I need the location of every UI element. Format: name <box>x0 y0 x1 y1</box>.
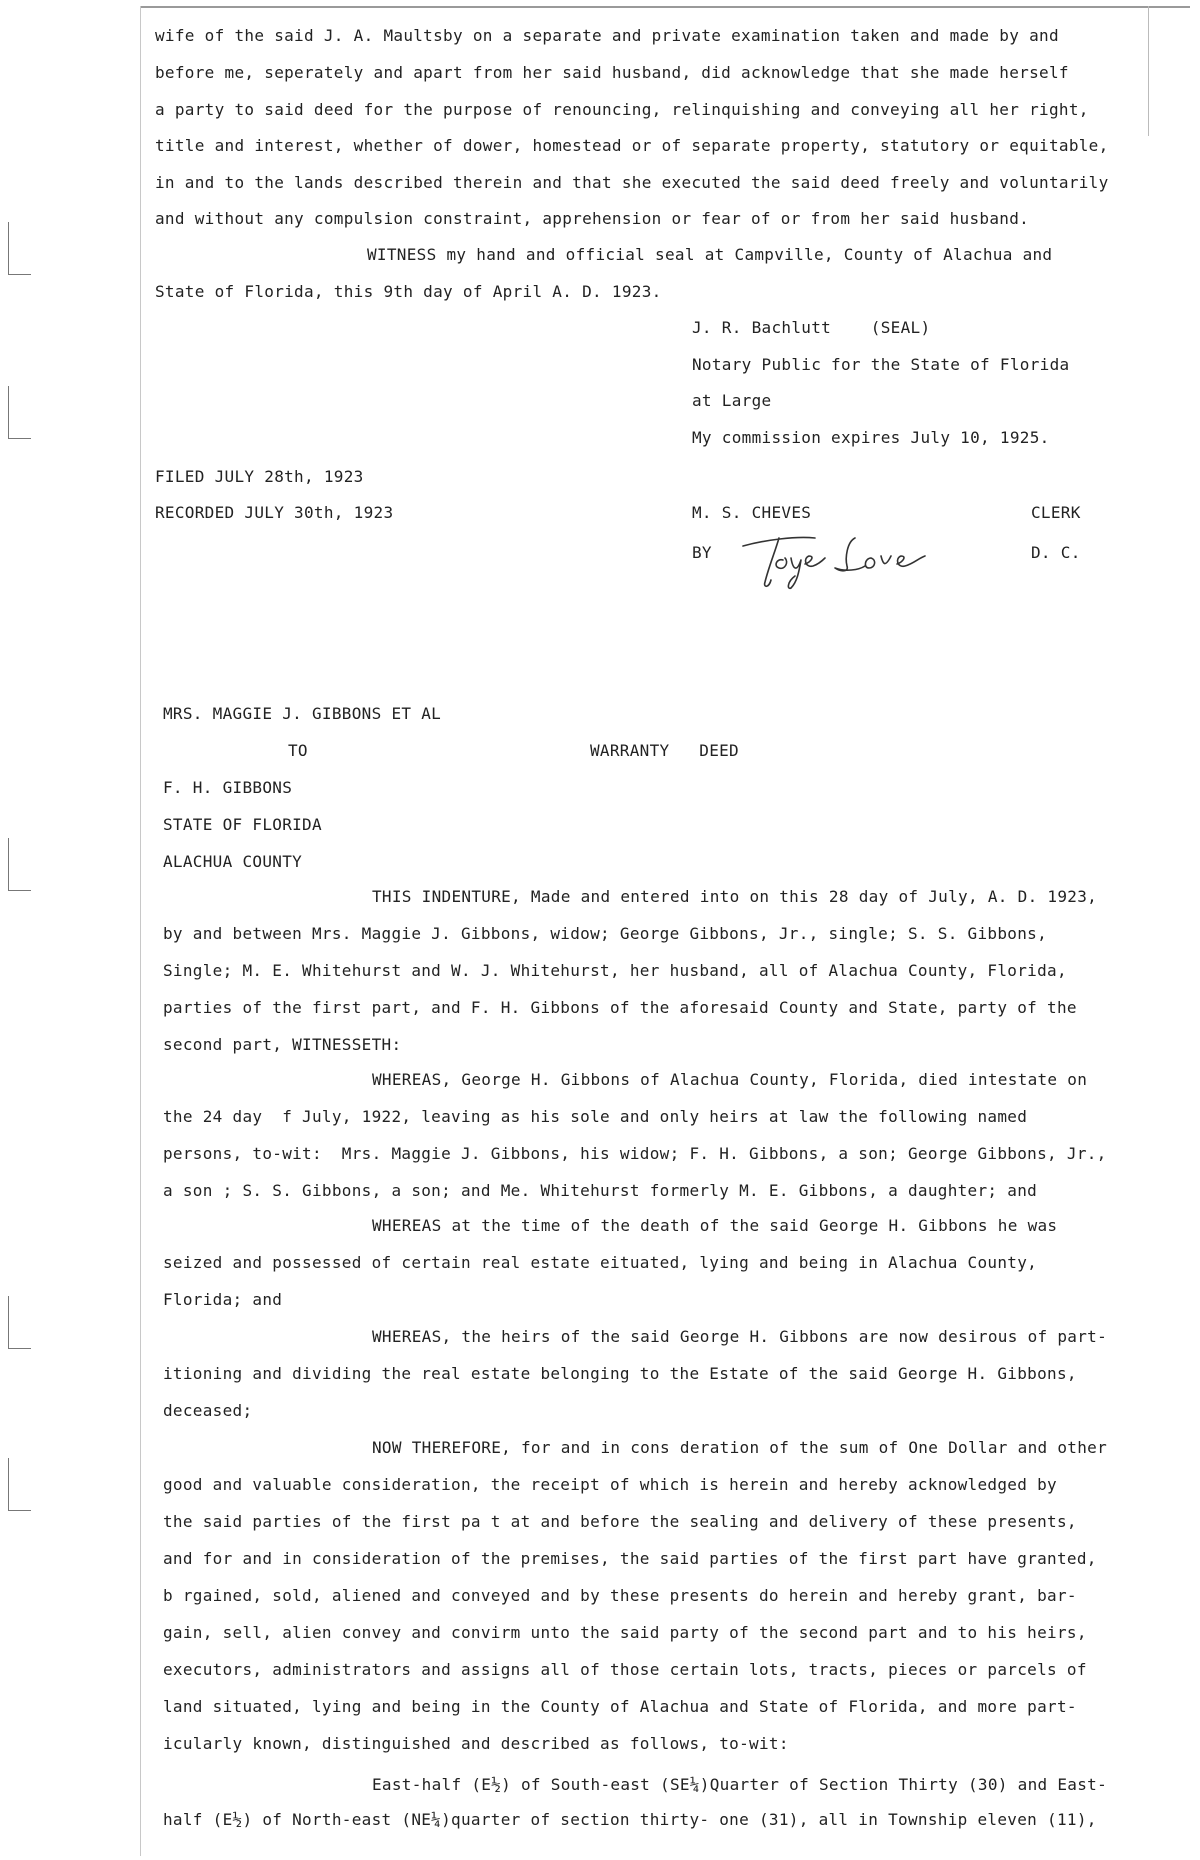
deed-body-line: Single; M. E. Whitehurst and W. J. Whitehurst, her husband, all of Alachua County, Florida, <box>163 961 1067 980</box>
ack-line: before me, seperately and apart from her said husband, did acknowledge that she made herself <box>155 63 1069 82</box>
notary-title: Notary Public for the State of Florida <box>692 355 1070 374</box>
deed-body-line: executors, administrators and assigns all of those certain lots, tracts, pieces or parcels of <box>163 1660 1087 1679</box>
deed-body-line: gain, sell, alien convey and convirm unto the said party of the second part and to his heirs, <box>163 1623 1087 1642</box>
clerk-name: M. S. CHEVES <box>692 503 812 522</box>
deed-body-line: and for and in consideration of the premises, the said parties of the first part have granted, <box>163 1549 1097 1568</box>
county-heading: ALACHUA COUNTY <box>163 852 303 871</box>
notary-commission: My commission expires July 10, 1925. <box>692 428 1050 447</box>
ack-line: title and interest, whether of dower, homestead or of separate property, statutory or equitable, <box>155 136 1109 155</box>
ack-line: wife of the said J. A. Maultsby on a separate and private examination taken and made by and <box>155 26 1059 45</box>
deed-body-line: persons, to-wit: Mrs. Maggie J. Gibbons, his widow; F. H. Gibbons, a son; George Gibbons, Jr., <box>163 1144 1107 1163</box>
deed-body-line: by and between Mrs. Maggie J. Gibbons, widow; George Gibbons, Jr., single; S. S. Gibbons, <box>163 924 1048 943</box>
deed-body-line: NOW THEREFORE, for and in cons deration of the sum of One Dollar and other <box>372 1438 1108 1457</box>
margin-bracket-mark <box>8 1296 31 1349</box>
deed-body-line: the 24 day f July, 1922, leaving as his sole and only heirs at law the following named <box>163 1107 1028 1126</box>
deed-body-line: East-half (E½) of South-east (SE¼)Quarter of Section Thirty (30) and East- <box>372 1775 1108 1794</box>
deed-body-line: the said parties of the first pa t at and before the sealing and delivery of these presents, <box>163 1512 1077 1531</box>
signature-drawing <box>735 522 955 592</box>
deed-body-line: seized and possessed of certain real estate eituated, lying and being in Alachua County, <box>163 1253 1038 1272</box>
ack-line: in and to the lands described therein and that she executed the said deed freely and voluntarily <box>155 173 1109 192</box>
notary-at-large: at Large <box>692 391 772 410</box>
margin-bracket-mark <box>8 222 31 275</box>
by-label: BY <box>692 543 712 562</box>
margin-bracket-mark <box>8 838 31 891</box>
deed-type: WARRANTY DEED <box>590 741 739 760</box>
deed-body-line: WHEREAS, George H. Gibbons of Alachua County, Florida, died intestate on <box>372 1070 1088 1089</box>
grantee-heading: F. H. GIBBONS <box>163 778 293 797</box>
right-border-line <box>1148 6 1149 136</box>
deputy-signature <box>735 522 955 596</box>
deed-body-line: land situated, lying and being in the County of Alachua and State of Florida, and more part- <box>163 1697 1077 1716</box>
deed-body-line: half (E½) of North-east (NE¼)quarter of section thirty- one (31), all in Township eleven (11), <box>163 1810 1097 1829</box>
ack-line: and without any compulsion constraint, apprehension or fear of or from her said husband. <box>155 209 1030 228</box>
deed-body-line: WHEREAS, the heirs of the said George H. Gibbons are now desirous of part- <box>372 1327 1108 1346</box>
deed-body-line: a son ; S. S. Gibbons, a son; and Me. Whitehurst formerly M. E. Gibbons, a daughter; and <box>163 1181 1038 1200</box>
deed-body-line: b rgained, sold, aliened and conveyed and by these presents do herein and hereby grant, bar- <box>163 1586 1077 1605</box>
deed-body-line: deceased; <box>163 1401 253 1420</box>
top-border-line <box>140 6 1190 8</box>
filed-date: FILED JULY 28th, 1923 <box>155 467 364 486</box>
deed-body-line: THIS INDENTURE, Made and entered into on this 28 day of July, A. D. 1923, <box>372 887 1098 906</box>
clerk-title: CLERK <box>1031 503 1081 522</box>
deputy-title: D. C. <box>1031 543 1081 562</box>
deed-body-line: good and valuable consideration, the receipt of which is herein and hereby acknowledged by <box>163 1475 1057 1494</box>
state-heading: STATE OF FLORIDA <box>163 815 322 834</box>
deed-body-line: itioning and dividing the real estate belonging to the Estate of the said George H. Gibbons, <box>163 1364 1077 1383</box>
grantor-heading: MRS. MAGGIE J. GIBBONS ET AL <box>163 704 442 723</box>
deed-body-line: WHEREAS at the time of the death of the said George H. Gibbons he was <box>372 1216 1058 1235</box>
deed-body-line: Florida; and <box>163 1290 283 1309</box>
deed-body-line: icularly known, distinguished and described as follows, to-wit: <box>163 1734 789 1753</box>
deed-body-line: second part, WITNESSETH: <box>163 1035 402 1054</box>
witness-line: State of Florida, this 9th day of April A. D. 1923. <box>155 282 662 301</box>
ack-line: a party to said deed for the purpose of renouncing, relinquishing and conveying all her right, <box>155 100 1089 119</box>
recorded-date: RECORDED JULY 30th, 1923 <box>155 503 394 522</box>
margin-bracket-mark <box>8 1458 31 1511</box>
to-label: TO <box>288 741 308 760</box>
margin-bracket-mark <box>8 386 31 439</box>
left-margin-line <box>140 6 141 1856</box>
witness-line: WITNESS my hand and official seal at Campville, County of Alachua and <box>367 245 1053 264</box>
notary-name: J. R. Bachlutt (SEAL) <box>692 318 931 337</box>
deed-body-line: parties of the first part, and F. H. Gibbons of the aforesaid County and State, party of the <box>163 998 1077 1017</box>
